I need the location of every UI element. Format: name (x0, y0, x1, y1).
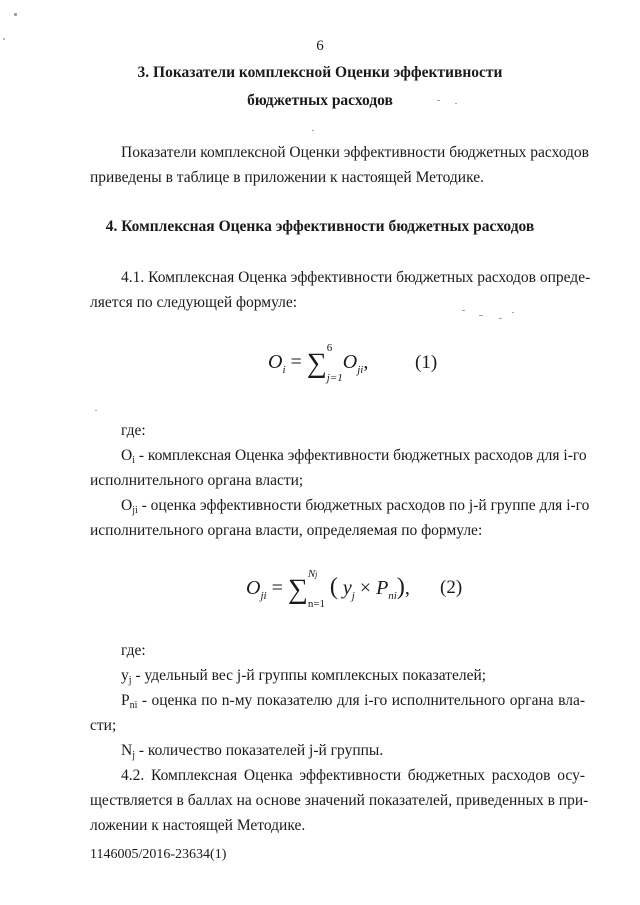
formula-2-equals: = (271, 577, 283, 599)
definition-y (121, 666, 486, 691)
scan-speck (3, 38, 5, 40)
definition-y-text: - удельный вес j-й группы комплексных показателей; (131, 667, 487, 684)
formula-1-number: (1) (415, 352, 438, 373)
page-number: 6 (316, 38, 324, 54)
scan-speck (437, 100, 440, 101)
scan-speck (455, 103, 457, 104)
formula-2-number: (2) (440, 577, 463, 598)
definition-oi-line1 (121, 446, 585, 471)
formula-2-p: P (376, 577, 389, 599)
formula-1-equals: = (290, 351, 302, 373)
paragraph-4-1-line2: ляется по следующей формуле: (90, 294, 298, 311)
definition-p-line1 (121, 691, 585, 716)
formula-2-lower-limit: n=1 (307, 598, 326, 611)
formula-1-tail: , (363, 351, 369, 373)
section3-title-line1: 3. Показатели комплексной Оценки эффективности (137, 64, 503, 81)
document-code: 1146005/2016-23634(1) (90, 847, 227, 862)
formula-2-upper-limit (308, 568, 318, 580)
definition-n (121, 741, 383, 766)
definition-p-line2: сти; (90, 717, 117, 734)
scan-speck (512, 312, 514, 313)
definition-oi-sub: i (132, 455, 135, 466)
definition-oi-symbol: O (121, 447, 133, 464)
formula-2-p-sub: ni (388, 590, 397, 602)
definition-oi-text: - комплексная Оценка эффективности бюджетных расходов для i-го (134, 447, 587, 464)
definition-oji-symbol: O (121, 497, 133, 514)
definition-n-symbol: N (121, 742, 133, 759)
formula-1-lower-limit: j=1 (326, 372, 343, 385)
paragraph-4-2-line1: 4.2. Комплексная Оценка эффективности бюджетных расходов осу- (121, 767, 585, 784)
formula-2-times: × (359, 577, 372, 599)
formula-2-limits (307, 568, 328, 611)
paragraph-4-1-line1: 4.1. Комплексная Оценка эффективности бюджетных расходов опреде- (121, 269, 591, 286)
definition-p-symbol: P (121, 692, 130, 709)
scan-speck (479, 315, 483, 316)
formula-1-term: O (342, 351, 358, 373)
definition-n-sub: j (132, 750, 135, 761)
definition-n-text: - количество показателей j-й группы. (134, 742, 384, 759)
definition-oi-line2: исполнительного органа власти; (90, 472, 304, 489)
formula-2-upper-sub: j (315, 570, 318, 580)
paragraph-4-2-line2: ществляется в баллах на основе значений показателей, приведенных в при- (90, 792, 589, 809)
section4-title: 4. Комплексная Оценка эффективности бюджетных расходов (105, 218, 535, 235)
formula-1-lhs: O (268, 351, 283, 373)
formula-2 (246, 568, 410, 611)
where-label-2: где: (121, 642, 146, 659)
formula-1 (268, 342, 369, 385)
sum-sign-icon: ∑ (287, 574, 308, 605)
formula-2-lhs-sub: ji (260, 590, 267, 602)
formula-1-upper-limit: 6 (326, 342, 333, 355)
scan-speck (462, 310, 465, 311)
formula-2-tail: , (404, 577, 410, 599)
definition-p-sub: ni (129, 700, 138, 711)
section3-paragraph-line2: приведены в таблице в приложении к настоящей Методике. (90, 169, 484, 186)
formula-2-open-paren: ( (329, 574, 338, 600)
formula-1-lhs-sub: i (282, 364, 286, 376)
scan-speck (499, 318, 502, 319)
formula-2-close-paren: ) (396, 574, 405, 600)
definition-y-sub: j (128, 675, 132, 686)
section3-paragraph-line1: Показатели комплексной Оценки эффективности бюджетных расходов (121, 144, 589, 161)
scan-speck (14, 13, 17, 16)
scan-speck (95, 410, 97, 411)
scan-speck (312, 130, 314, 131)
formula-2-y: y (342, 577, 352, 599)
definition-oji-text: - оценка эффективности бюджетных расходов по j-й группе для i-го (137, 497, 590, 514)
formula-2-lhs: O (246, 577, 261, 599)
definition-oji-line2: исполнительного органа власти, определяемая по формуле: (90, 522, 483, 539)
formula-2-upper-symbol: N (307, 568, 316, 581)
formula-1-term-sub: ji (357, 364, 364, 376)
definition-oji-line1 (121, 496, 590, 521)
formula-1-limits (326, 342, 343, 385)
formula-2-y-sub: j (351, 590, 355, 602)
definition-y-symbol: y (121, 667, 129, 684)
section3-title-line2: бюджетных расходов (247, 92, 393, 109)
paragraph-4-2-line3: ложении к настоящей Методике. (90, 817, 306, 834)
definition-p-text: - оценка по n-му показателю для i-го исполнительного органа вла- (137, 692, 585, 709)
sum-sign-icon: ∑ (306, 348, 327, 379)
definition-oji-sub: ji (132, 505, 138, 516)
where-label-1: где: (121, 422, 146, 439)
